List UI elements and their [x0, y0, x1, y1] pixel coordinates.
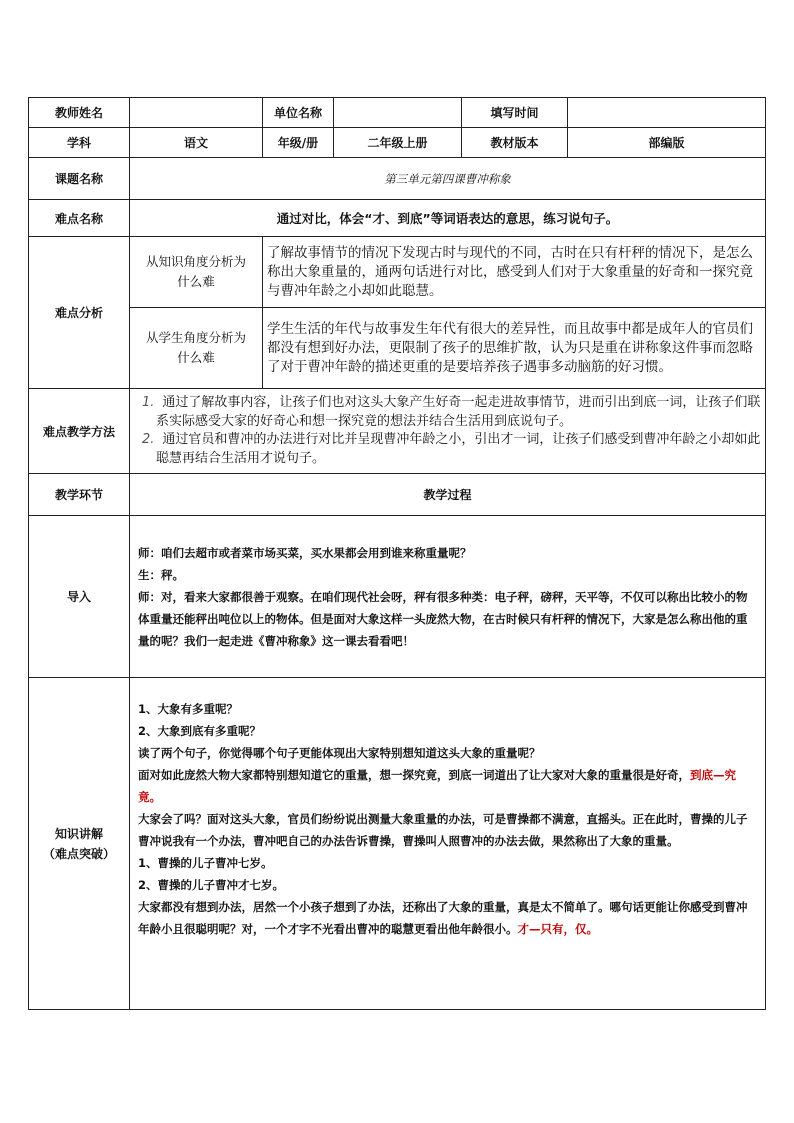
info-row: [29, 128, 766, 158]
intro-line: 师：对，看来大家都很善于观察。在咱们现代社会呀，秤有很多种类：电子秤，磅秤，天平等，不仅可以称出比较小的物体重量还能秤出吨位以上的物体。但是面对大象这样一头庞然大物，在古时候只有杆秤的情况下，大家是怎么称出他的重量的呢？我们一起走进《曹冲称象》这一课去看看吧！: [138, 589, 748, 648]
intro-label: 导入: [29, 516, 130, 678]
knowledge-angle-text: 了解故事情节的情况下发现古时与现代的不同，古时在只有杆秤的情况下，是怎么称出大象重量的，通两句话进行对比，感受到人们对于大象重量的好奇和一探究竟与曹冲年龄之小却如此聪慧。: [263, 237, 766, 308]
analysis-knowledge-row: [29, 237, 766, 308]
knowledge-line: 2、大象到底有多重呢？: [138, 724, 262, 738]
edition-value: 部编版: [568, 128, 766, 158]
grade-label: 年级/册: [263, 128, 334, 158]
date-value[interactable]: [568, 98, 766, 128]
knowledge-line: 2、曹操的儿子曹冲才七岁。: [138, 878, 285, 892]
intro-line: 师：咱们去超市或者菜市场买菜，买水果都会用到谁来称重量呢？: [138, 545, 472, 560]
lesson-title: 第三单元第四课曹冲称象: [130, 158, 766, 200]
unit-value[interactable]: [334, 98, 462, 128]
intro-content: [130, 516, 766, 678]
knowledge-line-text: 大家都没有想到办法，居然一个小孩子想到了办法，还称出了大象的重量，真是太不简单了。哪句话更能让你感受到曹冲年龄小且很聪明呢？对，一个才字不光看出曹冲的聪慧更看出他年龄很小。: [138, 900, 748, 936]
edition-label: 教材版本: [462, 128, 568, 158]
difficulty-row: [29, 200, 766, 237]
difficulty-label: 难点名称: [29, 200, 130, 237]
method-item-text: 通过了解故事内容，让孩子们也对这头大象产生好奇一起走进故事情节，进而引出到底一词，让孩子们联系实际感受大家的好奇心和想一探究竟的想法并结合生活用到底说句子。: [156, 395, 761, 429]
lesson-label: 课题名称: [29, 158, 130, 200]
analysis-student-row: [29, 308, 766, 389]
process-header-row: [29, 474, 766, 516]
student-angle-text: 学生生活的年代与故事发生年代有很大的差异性，而且故事中都是成年人的官员们都没有想到好办法，更限制了孩子的思维扩散，认为只是重在讲称象这件事而忽略了对于曹冲年龄的描述更重的是要培养孩子遇事多动脑筋的好习惯。: [263, 308, 766, 389]
process-header: 教学过程: [130, 474, 766, 516]
intro-line: 生：秤。: [138, 567, 184, 582]
unit-label: 单位名称: [263, 98, 334, 128]
knowledge-angle-label: 从知识角度分析为什么难: [130, 237, 263, 308]
method-label: 难点教学方法: [29, 389, 130, 474]
header-row: [29, 98, 766, 128]
highlight-daodi: 到底—究竟。: [138, 768, 736, 804]
knowledge-line-text: 面对如此庞然大物大家都特别想知道它的重量，想一探究竟，到底一词道出了让大家对大象的重量很是好奇，: [138, 768, 690, 782]
knowledge-line: 大家会了吗？面对这头大象，官员们纷纷说出测量大象重量的办法，可是曹操都不满意，直摇头。正在此时，曹操的儿子曹冲说我有一个办法，曹冲吧自己的办法告诉曹操，曹操叫人照曹冲的办法去做，果然称出了大象的重量。: [138, 812, 748, 848]
subject-value: 语文: [130, 128, 263, 158]
knowledge-label: [29, 678, 130, 1010]
method-item-text: 通过官员和曹冲的办法进行对比并呈现曹冲年龄之小，引出才一词，让孩子们感受到曹冲年龄之小却如此聪慧再结合生活用才说句子。: [156, 432, 761, 466]
lesson-row: [29, 158, 766, 200]
teacher-label: 教师姓名: [29, 98, 130, 128]
difficulty-value: 通过对比，体会“才、到底”等词语表达的意思，练习说句子。: [130, 200, 766, 237]
knowledge-line: [138, 896, 757, 940]
method-row: [29, 389, 766, 474]
method-item-number: 2.: [142, 432, 155, 447]
teacher-value[interactable]: [130, 98, 263, 128]
analysis-label: 难点分析: [29, 237, 130, 389]
method-item: [134, 394, 761, 431]
knowledge-line: 1、大象有多重呢？: [138, 702, 239, 716]
knowledge-line: 读了两个句子，你觉得哪个句子更能体现出大家特别想知道这头大象的重量呢？: [138, 746, 541, 760]
knowledge-line: [138, 764, 757, 808]
method-item-number: 1.: [142, 395, 155, 410]
knowledge-label-line2: （难点突破）: [42, 846, 115, 861]
knowledge-content: [130, 678, 766, 1010]
intro-row: [29, 516, 766, 678]
date-label: 填写时间: [462, 98, 568, 128]
knowledge-line: 1、曹操的儿子曹冲七岁。: [138, 856, 273, 870]
student-angle-label: 从学生角度分析为什么难: [130, 308, 263, 389]
lesson-plan-table: [28, 97, 765, 1010]
grade-value: 二年级上册: [334, 128, 462, 158]
step-header: 教学环节: [29, 474, 130, 516]
knowledge-label-line1: 知识讲解: [54, 826, 103, 841]
method-content: [130, 389, 766, 474]
highlight-cai: 才—只有，仅。: [517, 922, 598, 936]
method-item: [134, 431, 761, 468]
knowledge-row: [29, 678, 766, 1010]
subject-label: 学科: [29, 128, 130, 158]
